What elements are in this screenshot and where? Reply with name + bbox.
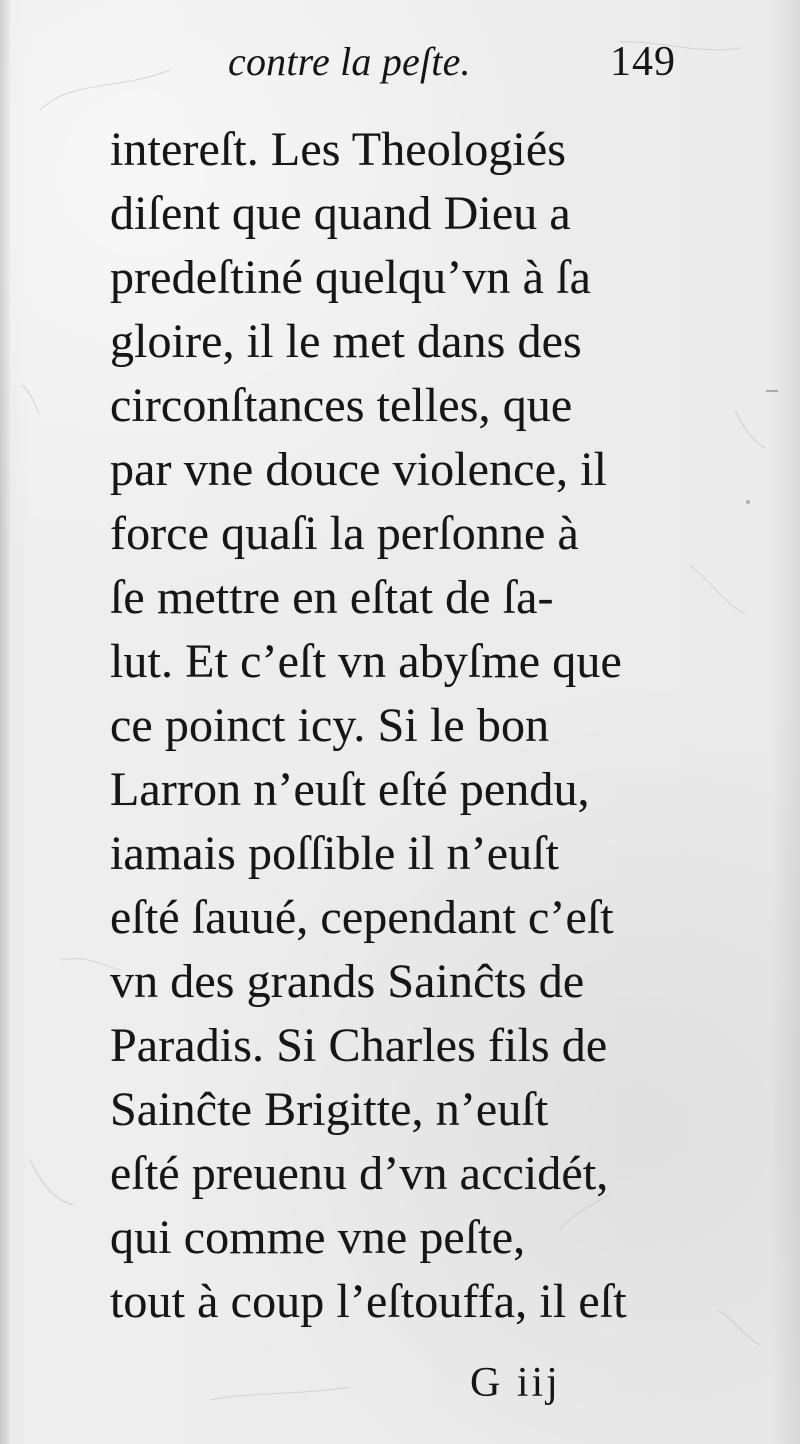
text-line: gloire, il le met dans des	[110, 315, 582, 368]
text-line: diſent que quand Dieu a	[110, 187, 571, 240]
text-line: force quaſi la perſonne à	[110, 507, 579, 560]
text-line: vn des grands Sainĉts de	[110, 955, 585, 1008]
text-line: iamais poſſible il n’euſt	[110, 827, 560, 880]
text-line: Larron n’euſt eſté pendu,	[110, 763, 590, 816]
page-header	[0, 34, 800, 114]
text-line: predeſtiné quelqu’vn à ſa	[110, 251, 591, 304]
text-line: ſe mettre en eſtat de ſa-	[110, 571, 554, 624]
text-line: lut. Et c’eſt vn abyſme que	[110, 635, 622, 688]
signature-mark: G iij	[470, 1360, 561, 1406]
margin-mark	[766, 390, 778, 392]
text-line: Paradis. Si Charles fils de	[110, 1019, 608, 1072]
text-line: par vne douce violence, il	[110, 443, 608, 496]
page-number: 149	[610, 39, 676, 85]
text-line: ce poinct icy. Si le bon	[110, 699, 550, 752]
body-text	[110, 118, 710, 1334]
text-line: qui comme vne peſte,	[110, 1211, 526, 1264]
running-title: contre la peſte.	[228, 39, 471, 84]
page-edge-shadow	[0, 0, 10, 1444]
text-line: intereſt. Les Theologiés	[110, 123, 567, 176]
text-line: tout à coup l’eſtouffa, il eſt	[110, 1275, 627, 1328]
text-line: eſté ſauué, cependant c’eſt	[110, 891, 614, 944]
text-line: eſté preuenu d’vn accidét,	[110, 1147, 609, 1200]
text-line: circonſtances telles, que	[110, 379, 573, 432]
margin-dot	[746, 500, 750, 504]
text-line: Sainĉte Brigitte, n’euſt	[110, 1083, 549, 1136]
